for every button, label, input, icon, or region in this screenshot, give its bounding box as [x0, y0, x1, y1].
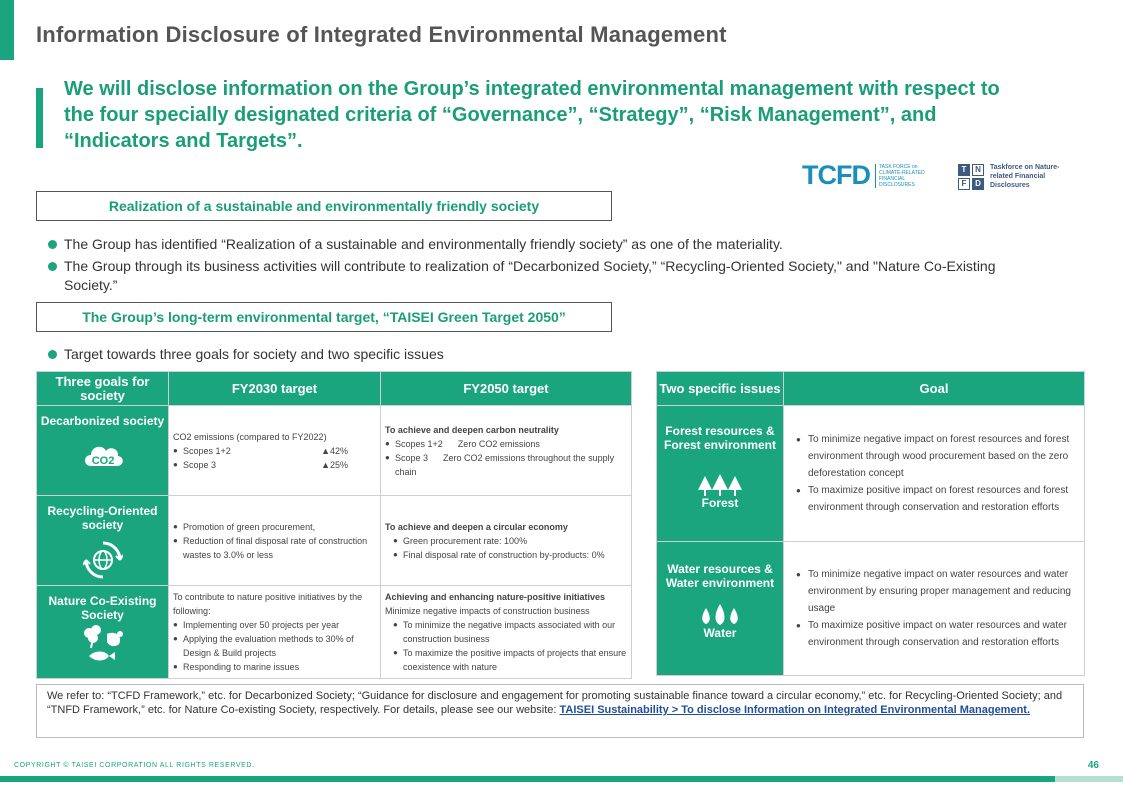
table-header: Three goals for society: [37, 372, 169, 406]
table-header-row: [37, 372, 632, 406]
lead-accent-bar: [36, 88, 43, 148]
tnfd-logo-subtitle: Taskforce on Nature-related Financial Disclosures: [990, 164, 1060, 189]
cell-title: To achieve and deepen carbon neutrality: [385, 424, 559, 435]
fy2050-cell: [381, 586, 632, 679]
list-item: ● To maximize positive impact on forest resources and forest environment through conservation and restoration efforts: [796, 482, 1080, 516]
green-target-bullets: [48, 345, 1048, 367]
list-item: ● Green procurement rate: 100%: [393, 534, 627, 548]
table-header: Two specific issues: [657, 372, 784, 406]
scope-item: [385, 437, 627, 451]
forest-icon: [657, 474, 783, 498]
list-item: ● To maximize positive impact on water resources and water environment through conservation and restoration efforts: [796, 617, 1080, 651]
section-heading-green-target: The Group’s long-term environmental target, “TAISEI Green Target 2050”: [36, 302, 612, 332]
page-title: Information Disclosure of Integrated Environmental Management: [36, 22, 727, 47]
footer-accent-bar-light: [1055, 776, 1123, 782]
list-item: ● To minimize negative impact on forest resources and forest environment through wood procurement based on the zero deforestation concept: [796, 431, 1080, 482]
tcfd-logo-subtitle: TASK FORCE on CLIMATE-RELATED FINANCIAL DISCLOSURES: [875, 164, 933, 188]
reference-text: We refer to: “TCFD Framework,” etc. for Decarbonized Society; “Guidance for disclosure and engagement for promoting sustainable finance toward a circular economy,” etc. for Recycling-Oriented Society; and “TNFD Framework,” etc. for Nature Co-existing Society, respectively. For details, please see our website:: [47, 690, 1063, 716]
three-goals-table: [36, 371, 632, 679]
tnfd-logo-mark: [958, 164, 984, 190]
corner-accent-bar: [0, 0, 14, 60]
row-label: Forest resources & Forest environment: [663, 424, 777, 452]
tcfd-logo-word: TCFD: [802, 160, 870, 190]
co2-icon-text: CO2: [91, 455, 114, 467]
cell-intro: Minimize negative impacts of construction business: [385, 606, 590, 616]
water-icon: [657, 604, 783, 628]
scope-value: Zero CO2 emissions: [457, 438, 540, 449]
water-icon-label: Water: [703, 626, 737, 640]
scope-item: [173, 444, 376, 458]
row-label: Recycling-Oriented society: [47, 504, 158, 532]
reference-note: [36, 684, 1084, 738]
list-item: ● Promotion of green procurement,: [173, 520, 376, 534]
scope-name: ● Scopes 1+2: [183, 445, 231, 456]
scope-value: ▲25%: [321, 459, 348, 470]
recycle-globe-icon: [37, 540, 168, 580]
copyright-notice: COPYRIGHT © TAISEI CORPORATION ALL RIGHTS RESERVED.: [14, 762, 255, 769]
goal-cell: [784, 406, 1085, 542]
list-item: ● Applying the evaluation methods to 30% of Design & Build projects: [173, 632, 376, 660]
tcfd-logo: [802, 160, 933, 191]
materiality-bullets: [48, 235, 1048, 298]
bullet-item: Target towards three goals for society and two specific issues: [48, 345, 1048, 364]
list-item: ● Implementing over 50 projects per year: [173, 618, 376, 632]
fy2030-cell: [169, 406, 381, 496]
tnfd-letter: D: [972, 178, 984, 190]
fy2030-cell: [169, 586, 381, 679]
row-label: Water resources & Water environment: [665, 562, 775, 590]
scope-value: Zero CO2 emissions throughout the supply chain: [395, 452, 615, 477]
row-header: [37, 406, 169, 496]
table-row-decarbonized: [37, 406, 632, 496]
list-item: ● To minimize negative impact on water resources and water environment by ensuring proper management and reducing usage: [796, 566, 1080, 617]
cell-intro: To contribute to nature positive initiatives by the following:: [173, 592, 363, 616]
scope-value: ▲42%: [321, 445, 348, 456]
scope-name: Scopes 1+2: [395, 438, 443, 449]
table-row-nature: [37, 586, 632, 679]
cell-title: Achieving and enhancing nature-positive initiatives: [385, 592, 606, 602]
specific-issues-table: [656, 371, 1085, 676]
row-header: [37, 586, 169, 679]
scope-name: Scope 3: [395, 452, 429, 463]
fy2030-cell: [169, 496, 381, 586]
list-item: ● To maximize the positive impacts of projects that ensure coexistence with nature: [393, 646, 627, 674]
list-item: ● Final disposal rate of construction by-products: 0%: [393, 548, 627, 562]
cell-title: To achieve and deepen a circular economy: [385, 521, 568, 532]
sustainability-website-link[interactable]: TAISEI Sustainability > To disclose Information on Integrated Environmental Management.: [559, 704, 1031, 716]
fy2050-cell: [381, 496, 632, 586]
bullet-item: The Group has identified “Realization of a sustainable and environmentally friendly society” as one of the materiality.: [48, 235, 1048, 254]
tnfd-logo: [958, 163, 1080, 190]
table-header-row: [657, 372, 1085, 406]
tnfd-letter: N: [972, 164, 984, 176]
scope-item: [385, 451, 627, 479]
nature-icon: [37, 624, 168, 664]
list-item: ● Reduction of final disposal rate of construction wastes to 3.0% or less: [173, 534, 376, 562]
goal-cell: [784, 542, 1085, 676]
tnfd-letter: F: [958, 178, 970, 190]
section-heading-materiality: Realization of a sustainable and environmentally friendly society: [36, 191, 612, 221]
row-header: [37, 496, 169, 586]
fy2050-cell: [381, 406, 632, 496]
co2-icon: [37, 436, 168, 472]
table-header: FY2030 target: [169, 372, 381, 406]
scope-item: [173, 458, 376, 472]
row-header: [657, 406, 784, 542]
row-header: [657, 542, 784, 676]
table-header: FY2050 target: [381, 372, 632, 406]
table-header: Goal: [784, 372, 1085, 406]
lead-statement: We will disclose information on the Group’s integrated environmental management with respect to the four specially designated criteria of “Governance”, “Strategy”, “Risk Management”, and “Indicators and Targets”.: [64, 78, 1000, 152]
row-label: Decarbonized society: [40, 414, 165, 428]
list-item: ● Responding to marine issues: [173, 660, 376, 674]
list-item: ● To minimize the negative impacts associated with our construction business: [393, 618, 627, 646]
row-label: Nature Co-Existing Society: [48, 594, 157, 622]
table-row-forest: [657, 406, 1085, 542]
footer-accent-bar: [0, 776, 1055, 782]
table-row-recycling: [37, 496, 632, 586]
table-row-water: [657, 542, 1085, 676]
bullet-item: The Group through its business activities will contribute to realization of “Decarbonized Society,” “Recycling-Oriented Society," and "Nature Co-Existing Society.”: [48, 257, 1048, 295]
cell-intro: CO2 emissions (compared to FY2022): [173, 431, 327, 442]
tnfd-letter: T: [958, 164, 970, 176]
page-number: 46: [1087, 760, 1099, 771]
scope-name: ● Scope 3: [183, 459, 217, 470]
forest-icon-label: Forest: [701, 496, 739, 510]
